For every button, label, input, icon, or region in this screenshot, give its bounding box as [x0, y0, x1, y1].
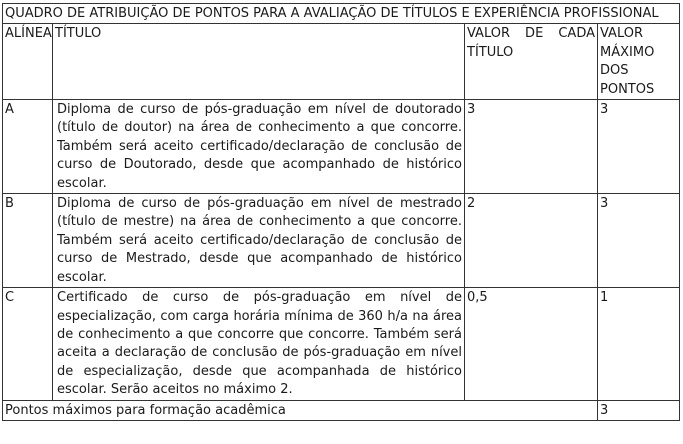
footer-value: 3 [598, 400, 680, 420]
table-title-row [3, 4, 680, 24]
footer-label: Pontos máximos para formação acadêmica [3, 400, 598, 420]
header-alinea: ALÍNEA [3, 24, 53, 100]
row-maximo: 3 [598, 100, 680, 194]
header-valor-cada-titulo: VALOR DE CADA TÍTULO [465, 24, 598, 100]
header-titulo: TÍTULO [53, 24, 465, 100]
row-titulo: Diploma de curso de pós-graduação em nível de mestrado (título de mestre) na área de conhecimento a que concorre. Também será aceito certificado/declaração de conclusão de curso de Mestrado, desde que acompanhado de histórico escolar. [53, 194, 465, 288]
row-valor: 2 [465, 194, 598, 288]
row-maximo: 3 [598, 194, 680, 288]
table-row [3, 194, 680, 288]
header-row [3, 24, 680, 100]
row-maximo: 1 [598, 288, 680, 400]
row-titulo: Diploma de curso de pós-graduação em nível de doutorado (título de doutor) na área de conhecimento a que concorre. Também será aceito certificado/declaração de conclusão de curso de Doutorado, desde que acompanhado de histórico escolar. [53, 100, 465, 194]
row-valor: 3 [465, 100, 598, 194]
row-alinea: A [3, 100, 53, 194]
pontos-table [2, 3, 680, 421]
row-titulo: Certificado de curso de pós-graduação em nível de especialização, com carga horária mínima de 360 h/a na área de conhecimento a que concorre que concorre. Também será aceita a declaração de conclusão de pós-graduação em nível de especialização, desde que acompanhada de histórico escolar. Serão aceitos no máximo 2. [53, 288, 465, 400]
row-valor: 0,5 [465, 288, 598, 400]
table-row [3, 288, 680, 400]
footer-row [3, 400, 680, 420]
row-alinea: B [3, 194, 53, 288]
table-row [3, 100, 680, 194]
row-alinea: C [3, 288, 53, 400]
header-valor-maximo: VALOR MÁXIMO DOS PONTOS [598, 24, 680, 100]
table-title: QUADRO DE ATRIBUIÇÃO DE PONTOS PARA A AVALIAÇÃO DE TÍTULOS E EXPERIÊNCIA PROFISSIONAL [3, 4, 680, 24]
